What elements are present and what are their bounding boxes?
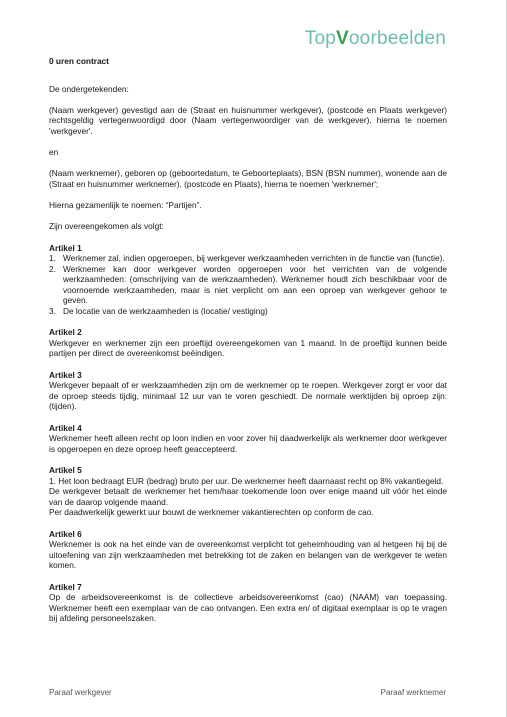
article-2-text: Werkgever en werknemer zijn een proeftijd overeengekomen van 1 maand. In de proeftijd kunnen beide partijen per direct de overeenkomst beëindigen. bbox=[49, 337, 447, 359]
article-5 bbox=[49, 465, 447, 518]
intro-undersigned: De ondergetekenden: bbox=[49, 83, 129, 94]
article-6-heading: Artikel 6 bbox=[49, 528, 82, 539]
intro-employee: (Naam werknemer), geboren op (geboortedatum, te Geboorteplaats), BSN (BSN nummer), wonende aan de (Straat en huisnummer werknemer), (postcode en Plaats), hierna te noemen 'werknemer'; bbox=[49, 168, 447, 189]
list-item bbox=[49, 306, 447, 317]
document-body bbox=[49, 56, 447, 624]
article-7-text: Op de arbeidsovereenkomst is de collectieve arbeidsovereenkomst (cao) (NAAM) van toepassing. Werknemer heeft een exemplaar van de cao ontvangen. Een extra en/ of digitaal exemplaar is op te vragen bij afdeling personeelszaken. bbox=[49, 592, 447, 624]
article-4-text: Werknemer heeft alleen recht op loon indien en voor zover hij daadwerkelijk als werknemer door werkgever is opgeroepen en deze oproep heeft geaccepteerd. bbox=[49, 433, 447, 454]
article-5-holiday: Per daadwerkelijk gewerkt uur bouwt de werknemer vakantierechten op conform de cao. bbox=[49, 507, 374, 518]
article-3-heading: Artikel 3 bbox=[49, 369, 82, 380]
intro-employer: (Naam werkgever) gevestigd aan de (Straat en huisnummer werkgever), (postcode en Plaats werkgever) rechtsgeldig vertegenwoordigd door (Naam vertegenwoordiger van de werkgever), hierna te noemen 'werkgever'. bbox=[49, 104, 447, 136]
article-5-wage: 1. Het loon bedraagt EUR (bedrag) bruto per uur. De werknemer heeft daarnaast recht op 8% vakantiegeld. bbox=[49, 475, 444, 486]
intro-parties: Hierna gezamenlijk te noemen: “Partijen”. bbox=[49, 200, 202, 211]
list-number: 2. bbox=[49, 263, 56, 274]
list-number: 3. bbox=[49, 306, 56, 317]
article-7 bbox=[49, 582, 447, 624]
article-4-heading: Artikel 4 bbox=[49, 422, 82, 433]
article-5-heading: Artikel 5 bbox=[49, 464, 82, 475]
article-3 bbox=[49, 370, 447, 412]
article-7-heading: Artikel 7 bbox=[49, 581, 82, 592]
intro-agreed: Zijn overeengekomen als volgt: bbox=[49, 221, 164, 232]
article-6-text: Werknemer is ook na het einde van de overeenkomst verplicht tot geheimhouding van al hetgeen hij bij de uitoefening van zijn werkzaamheden met betrekking tot de zaken en belangen van de werkgever te weten komen. bbox=[49, 539, 447, 571]
list-text: Werknemer zal, indien opgeroepen, bij werkgever werkzaamheden verrichten in de functie van (functie). bbox=[63, 253, 445, 264]
article-1 bbox=[49, 243, 447, 317]
article-2-heading: Artikel 2 bbox=[49, 327, 82, 338]
article-1-list bbox=[49, 253, 447, 317]
intro-and: en bbox=[49, 147, 59, 158]
article-3-text: Werkgever bepaalt of er werkzaamheden zijn om de werknemer op te roepen. Werkgever zorgt er voor dat de oproep steeds tijdig, minimaal 12 uur van te voren geschiedt. De normale werktijden bij oproep zijn: (tijden). bbox=[49, 380, 447, 412]
list-item bbox=[49, 253, 447, 264]
article-5-payment: De werkgever betaalt de werknemer het hem/haar toekomende loon over enige maand uit vóór het einde van de daarop volgende maand. bbox=[49, 486, 447, 507]
employer-initials-label: Paraaf werkgever bbox=[49, 688, 112, 697]
list-number: 1. bbox=[49, 253, 56, 264]
logo-part-top: Top bbox=[304, 28, 337, 49]
document-title: 0 uren contract bbox=[49, 56, 109, 66]
article-6 bbox=[49, 529, 447, 571]
list-text: De locatie van de werkzaamheden is (locatie/ vestiging) bbox=[63, 306, 268, 317]
employee-initials-label: Paraaf werknemer bbox=[380, 688, 446, 697]
article-4 bbox=[49, 423, 447, 455]
article-1-heading: Artikel 1 bbox=[49, 242, 82, 253]
topvoorbeelden-logo bbox=[305, 28, 446, 50]
list-item bbox=[49, 264, 447, 306]
logo-part-rest: oorbeelden bbox=[348, 28, 446, 49]
article-2 bbox=[49, 327, 447, 359]
list-text: Werknemer kan door werkgever worden opgeroepen voor het verrichten van de volgende werkzaamheden: (omschrijving van de werkzaamheden). Werknemer houdt zich beschikbaar voor de voornoemde werkzaamheden, maar is niet verplicht om aan een oproep van werkgever gehoor te geven. bbox=[63, 263, 447, 306]
logo-part-v: V bbox=[336, 28, 349, 49]
